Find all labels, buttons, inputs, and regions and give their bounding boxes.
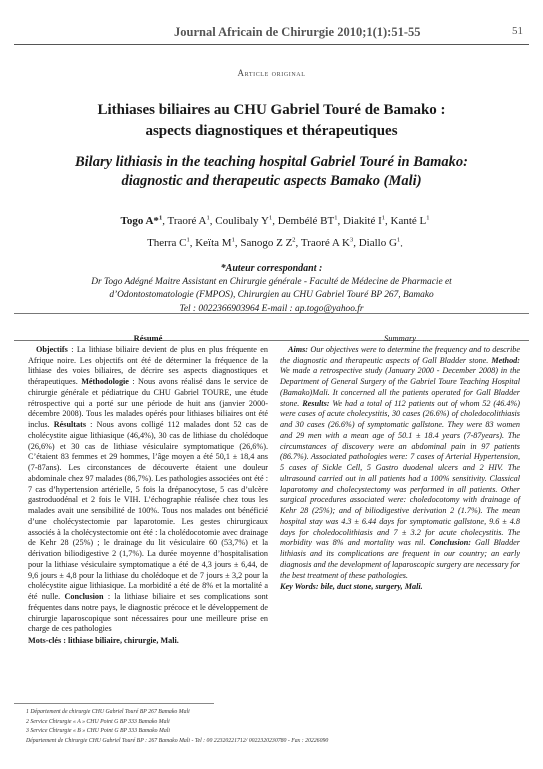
author-name: , Kanté $L^1$ [385, 214, 430, 227]
summary-body [280, 345, 520, 582]
article-type-label: Article original [237, 68, 306, 78]
resume-column [28, 333, 268, 647]
first-author: Togo A*$^1$ [120, 214, 163, 227]
author-line-1 [60, 208, 490, 231]
footnote-2: 2 Service Chirurgie « A » CHU Point G BP 333 Bamako Mali [26, 718, 170, 725]
corresponding-author-line-1: Dr Togo Adégné Maitre Assistant en Chirurgie générale - Faculté de Médecine de Pharmacie et [91, 276, 452, 287]
journal-citation: Journal Africain de Chirurgie 2010;1(1):51-55 [174, 25, 421, 39]
corresponding-author-contact: Tel : 0022366903964 E-mail : ap.togo@yahoo.fr [179, 303, 364, 314]
footnotes [26, 708, 328, 746]
title-english [0, 153, 543, 191]
author-name: , Sanogo Z $Z^2$ [234, 236, 296, 250]
author-name: , Traoré $A^1$ [162, 214, 210, 227]
summary-paragraph: Aims: Our objectives were to determine the frequency and to describe the diagnostic and therapeutic aspects of Gall Bladder stone. Method: We made a retrospective study (January 2000 - December 2008) in the Department of General Surgery of the Gabriel Toure Teaching Hospital (Bamako)Mali. It concerned all the patients operated for Gall Bladder stone. Results: We had a total of 112 patients out of whom 52 (46.4%) were cases of acute cholecystitis, 30 cases (26.6%) of choledocolithiasis and 30 cases (26.6%) of symptomatic gallstone. They were 83 women and 29 men with a mean age of 50.1 ± 18.4 years (7-87years). The circumstances of discovery were an abdominal pain in 97 patients (86.7%). Associated pathologies were: 7 cases of Arterial Hypertension, 5 cases of Sickle Cell, 5 Gastro duodenal ulcers and 2 HIV. The ultrasound carried out in all patients had a 100% sensitivity. Classical laparotomy and cholecystectomy was performed in all patients. Other surgical procedures associated were: choledocotomy with drainage of Kehr 28 (25%); and of biliodigestive derivation 2 (1.7%). The mean hospital stay was 4.3 ± 6.44 days for symptomatic gallstone, 9.6 ± 4.8 days for choledocolithiasis and 7 ± 3.2 for acute cholecystitis. The morbidity was 8% and mortality was nil. Conclusion: Gall Bladder lithiasis and its complications are frequent in our country; an early diagnosis and the development of laparoscopic surgery are necessary for the best treatment of these pathologies. [280, 344, 520, 580]
title-french [0, 100, 543, 142]
title-french-line-2: aspects diagnostiques et thérapeutiques [145, 123, 398, 139]
footnote-1: 1 Département de chirurgie CHU Gabriel Touré BP 267 Bamako Mali [26, 709, 190, 715]
corresponding-author-block [0, 262, 543, 316]
resume-body [28, 345, 268, 635]
resume-keywords: Mots-clés : lithiase biliaire, chirurgie, Mali. [28, 636, 179, 645]
footnote-rule [14, 703, 214, 704]
author-name: , Keïta $M^1$ [189, 236, 235, 250]
running-header [14, 22, 529, 45]
author-name: , Traoré A $K^3$ [295, 236, 354, 250]
author-list [60, 208, 490, 253]
corresponding-author-line-2: d’Odontostomatologie (FMPOS), Chirurgien au CHU Gabriel Touré BP 267, Bamako [109, 290, 434, 300]
footnote-4: Département de Chirurgie CHU Gabriel Touré BP : 267 Bamako Mali - Tel : 00 22320221712/ 0022320230780 - Fax : 20226090 [26, 737, 329, 744]
summary-heading: Summary [383, 333, 417, 343]
title-french-line-1: Lithiases biliaires au CHU Gabriel Touré de Bamako : [97, 102, 446, 118]
resume-paragraph: Objectifs : La lithiase biliaire devient de plus en plus fréquente en Afrique noire. Les objectifs ont été de déterminer la fréquence de la lithiase des voies biliaires, de décrire ses aspects diagnostiques et thérapeutiques. Méthodologie : Nous avons réalisé dans le service de chirurgie générale et pédiatrique du CHU Gabriel TOURE, une étude rétrospective qui a porté sur une période de huit ans (janvier 2000-décembre 2008). Tous les malades opérés pour lithiases biliaires ont été inclus. Résultats : Nous avons colligé 112 malades dont 52 cas de cholécystite aigue lithiasique (46,4%), 30 cas de lithiase du cholédoque (26,6%) et 30 cas de lithiase vésiculaire symptomatique (26,6%). C’étaient 83 femmes et 29 hommes, l’âge moyen a été 50,1 ± 18,4 ans (7-87ans). Les circonstances de découverte étaient une douleur abdominale chez 97 malades (86,7%). Les pathologies associées ont été : 7 cas d’hypertension artérielle, 5 fois la drépanocytose, 5 cas d’ulcère gastroduodénal et 2 fois le VIH. L’échographie réalisée chez tous les malades avait une sensibilité de 100%. Tous nos malades ont bénéficié d’une cholécystectomie par laparotomie. Les gestes chirurgicaux associés à la cholécystectomie ont été : la cholédocotomie avec drainage de Kehr 28 (25%) ; le drainage du lit vésiculaire 60 (53,7%) et la dérivation biliodigestive 2 (1,7%). La durée moyenne d’hospitalisation pour la lithiase vésiculaire symptomatique a été de 4,3 jours ± 6,44, de 9,6 jours ± 4,8 pour la lithiase du cholédoque et de 7 jours ± 3,2 pour la cholécystite aigue lithiasique. La morbidité a été de 8% et la mortalité a été nulle. Conclusion : la lithiase biliaire et ses complications sont fréquentes dans notre pays, le diagnostic précoce et le développement de chirurgie laparoscopique sont nécessaires pour une meilleure prise en charge de ces pathologies [28, 344, 268, 634]
author-name: Therra $C^1$ [147, 236, 190, 250]
footnote-3: 3 Service Chirurgie « B » CHU Point G BP 333 Bamako Mali [26, 728, 170, 734]
title-english-line-2: diagnostic and therapeutic aspects Bamako (Mali) [121, 173, 422, 189]
summary-column [280, 333, 520, 593]
title-english-line-1: Bilary lithiasis in the teaching hospital Gabriel Touré in Bamako: [74, 154, 469, 170]
page-number: 51 [512, 25, 523, 37]
author-name: , Dembélé $BT^1$ [272, 214, 338, 227]
resume-heading: Résumé [133, 333, 163, 343]
author-line-2: Therra $C^1$, Keïta $M^1$, Sanogo Z $Z^2$, Traoré A $K^3$, Diallo $G^1$. [147, 236, 403, 250]
summary-keywords: Key Words: bile, duct stone, surgery, Mali. [280, 582, 423, 592]
author-name: , Diallo $G^1$ [353, 236, 401, 250]
author-name: , Diakité $I^1$ [337, 214, 385, 227]
corresponding-author-title: *Auteur correspondant : [220, 263, 323, 274]
author-name: , Coulibaly $Y^1$ [209, 214, 273, 227]
